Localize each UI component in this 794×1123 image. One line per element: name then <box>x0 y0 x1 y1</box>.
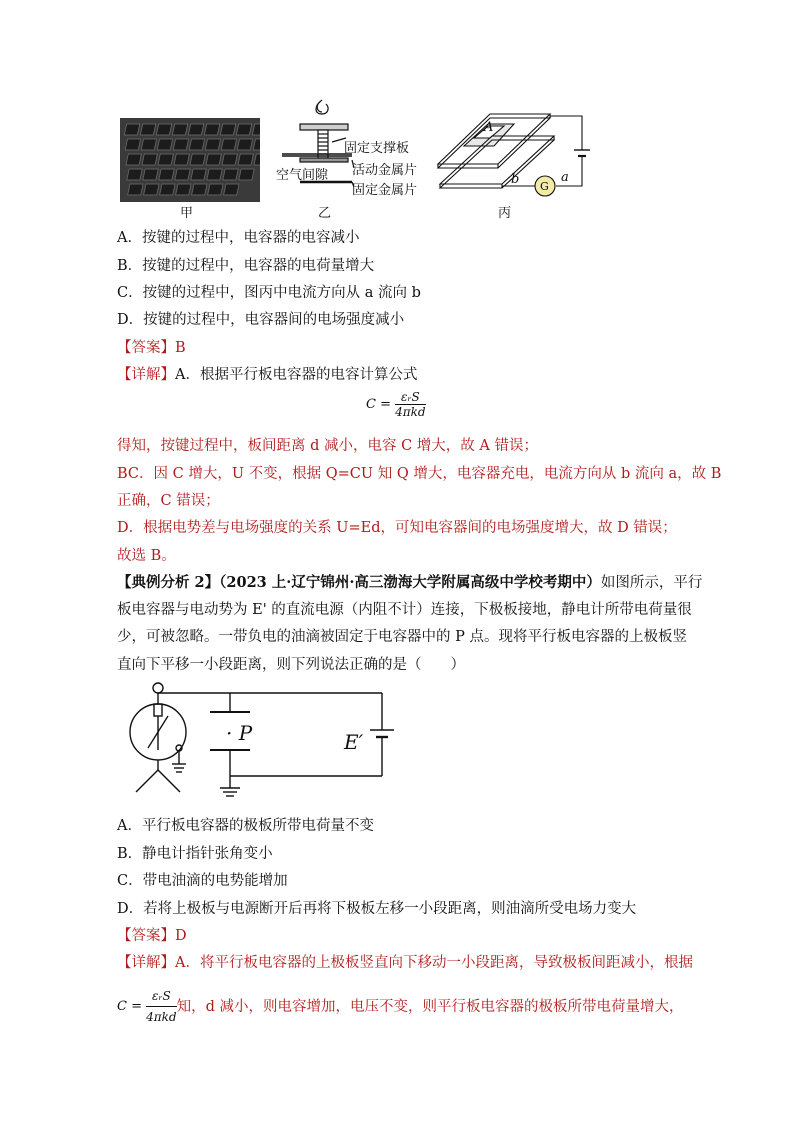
inline-formula-denominator: 4πkd <box>146 1010 177 1024</box>
q2-answer: 【答案】D <box>117 928 187 944</box>
q2-stem-4: 直向下平移一小段距离，则下列说法正确的是（ ） <box>117 657 465 673</box>
q2-option-c: C．带电油滴的电势能增加 <box>117 873 288 889</box>
capacitance-formula <box>366 390 426 419</box>
q1-detail-line6: 故选 B。 <box>117 548 176 564</box>
q2-option-b: B．静电计指针张角变小 <box>117 846 273 862</box>
q1-detail-line3: BC．因 C 增大，U 不变，根据 Q=CU 知 Q 增大，电容器充电，电流方向从 b 流向 a，故 B <box>117 466 722 482</box>
q1-detail-head: 【详解】 <box>117 367 175 383</box>
q1-answer: 【答案】B <box>117 340 186 356</box>
q2-detail-line2: 知，d 减小，则电容增加，电压不变，则平行板电容器的极板所带电荷量增大， <box>176 998 684 1015</box>
caption-jia: 甲 <box>180 206 194 221</box>
q1-detail-line4: 正确，C 错误； <box>117 493 220 509</box>
q2-stem-2: 板电容器与电动势为 E' 的直流电源（内阻不计）连接，下极板接地，静电计所带电荷量很 <box>117 602 692 618</box>
formula-numerator: εᵣS <box>395 390 425 405</box>
q1-option-b: B．按键的过程中，电容器的电荷量增大 <box>117 258 375 274</box>
inline-capacitance-formula <box>117 986 177 1027</box>
galvanometer-label: G <box>540 180 549 193</box>
label-point-P: · P <box>226 721 253 745</box>
q2-stem-3: 少，可被忽略。一带负电的油滴被固定于电容器中的 P 点。现将平行板电容器的上极板竖 <box>117 629 687 645</box>
q1-option-c: C．按键的过程中，图丙中电流方向从 a 流向 b <box>117 285 421 301</box>
caption-bing: 丙 <box>498 206 512 221</box>
label-moving-metal: 活动金属片 <box>352 163 418 178</box>
formula-denominator: 4πkd <box>395 405 426 419</box>
q1-detail-line2: 得知，按键过程中，板间距离 d 减小，电容 C 增大，故 A 错误； <box>117 438 539 454</box>
q1-option-d: D．按键的过程中，电容器间的电场强度减小 <box>117 312 405 328</box>
formula-lhs: C = <box>366 397 391 412</box>
caption-yi: 乙 <box>318 206 332 221</box>
inline-formula-numerator: εᵣS <box>146 986 176 1007</box>
q1-detail-line5: D．根据电势差与电场强度的关系 U=Ed，可知电容器间的电场强度增大，故 D 错误； <box>117 520 677 536</box>
q2-option-d: D．若将上极板与电源断开后再将下极板左移一小段距离，则油滴所受电场力变大 <box>117 901 637 917</box>
label-key-A: A <box>484 120 494 135</box>
keyboard-photo <box>120 118 260 202</box>
q1-option-a: A．按键的过程中，电容器的电容减小 <box>117 230 360 246</box>
q2-detail-head: 【详解】 <box>117 955 175 971</box>
label-point-a: a <box>561 170 569 185</box>
q2-stem-1: 如图所示，平行 <box>600 575 703 591</box>
label-point-b: b <box>511 172 520 187</box>
electrometer-circuit-diagram <box>120 680 420 810</box>
q2-detail-line1: A．将平行板电容器的上极板竖直向下移动一小段距离，导致极板间距减小，根据 <box>175 955 693 971</box>
label-fixed-metal: 固定金属片 <box>352 183 418 198</box>
q2-option-a: A．平行板电容器的极板所带电荷量不变 <box>117 818 374 834</box>
q2-title: 【典例分析 2】（2023 上·辽宁锦州·高三渤海大学附属高级中学校考期中） <box>117 574 601 591</box>
inline-formula-lhs: C = <box>117 999 142 1014</box>
label-air-gap: 空气间隙 <box>276 168 329 183</box>
label-fixed-support: 固定支撑板 <box>344 141 410 156</box>
q1-detail-line1: A．根据平行板电容器的电容计算公式 <box>175 367 418 383</box>
q2-detail-line2-row <box>117 986 684 1027</box>
label-emf-E: E′ <box>344 730 364 754</box>
